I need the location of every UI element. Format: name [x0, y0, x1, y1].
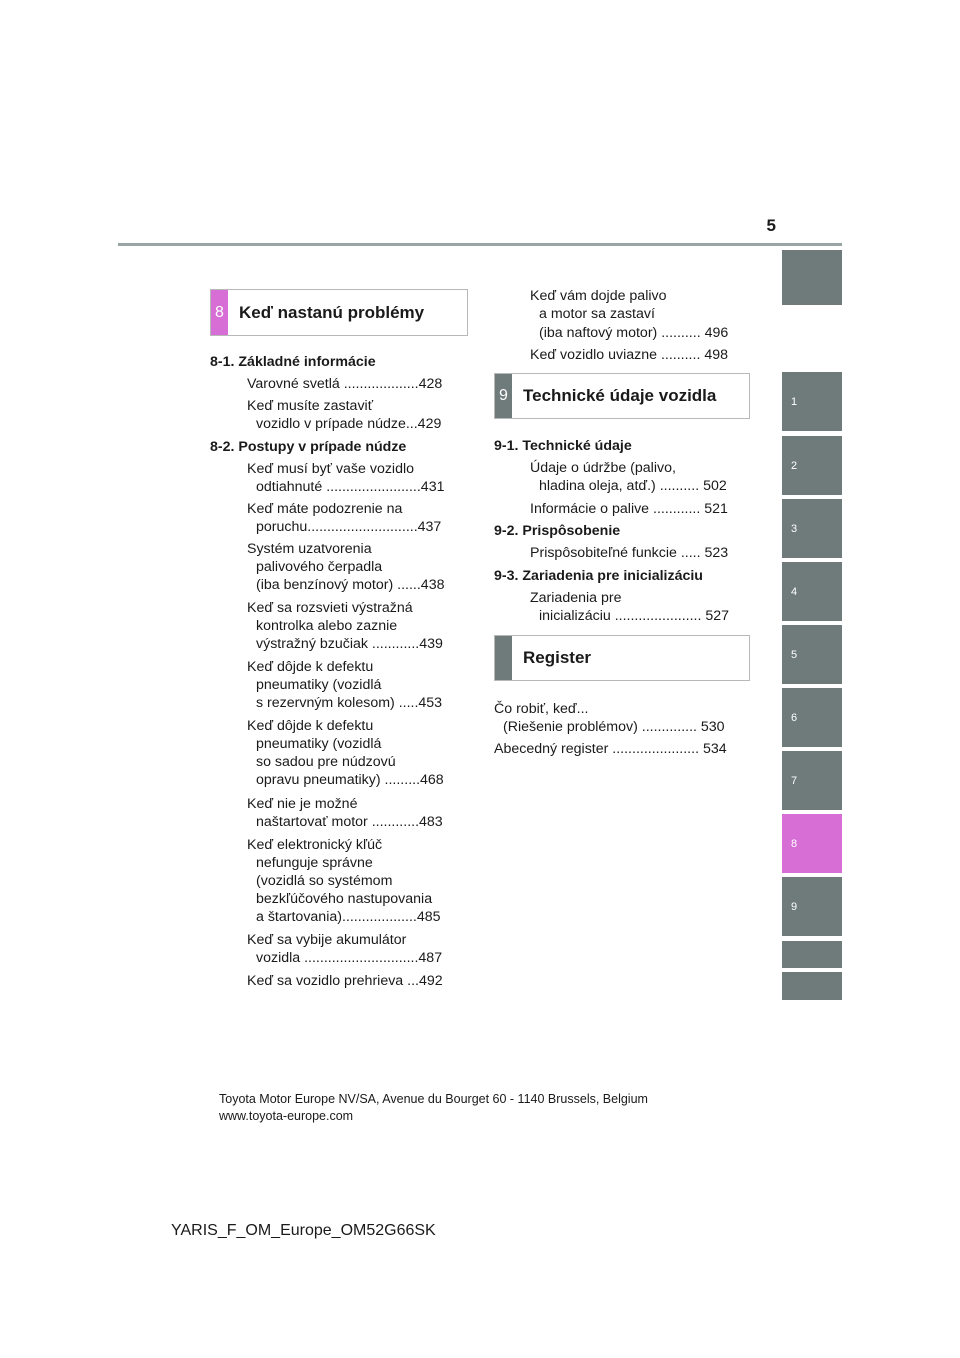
- toc-entry[interactable]: Zariadenia pre: [530, 590, 622, 606]
- side-tab-label: 7: [791, 774, 798, 787]
- toc-entry[interactable]: Údaje o údržbe (palivo,: [530, 460, 676, 476]
- side-tab-1[interactable]: [782, 372, 842, 431]
- toc-entry[interactable]: Keď dôjde k defektu: [247, 659, 374, 675]
- toc-entry[interactable]: Keď elektronický kľúč: [247, 837, 383, 853]
- toc-entry[interactable]: Keď sa rozsvieti výstražná: [247, 600, 413, 616]
- side-tab-label: 9: [791, 900, 798, 913]
- page-number: 5: [766, 216, 776, 235]
- side-tab-label: 4: [791, 585, 798, 598]
- side-tab-label: 6: [791, 711, 798, 724]
- toc-entry[interactable]: Keď nie je možné: [247, 796, 358, 812]
- toc-entry-cont[interactable]: (iba naftový motor) .......... 496: [539, 325, 729, 341]
- toc-heading-8-1[interactable]: 8-1. Základné informácie: [210, 354, 376, 370]
- toc-entry-cont[interactable]: a motor sa zastaví: [539, 306, 655, 322]
- toc-entry-cont[interactable]: odtiahnuté ........................431: [256, 479, 445, 495]
- toc-entry-cont[interactable]: hladina oleja, atď.) .......... 502: [539, 478, 727, 494]
- toc-heading-9-1[interactable]: 9-1. Technické údaje: [494, 438, 632, 454]
- toc-entry-cont[interactable]: poruchu............................437: [256, 519, 442, 535]
- toc-entry[interactable]: Keď dôjde k defektu: [247, 718, 374, 734]
- toc-entry[interactable]: Keď vozidlo uviazne .......... 498: [530, 347, 728, 363]
- side-tab-4[interactable]: [782, 562, 842, 621]
- register-header: [494, 635, 750, 681]
- toc-entry[interactable]: Keď sa vybije akumulátor: [247, 932, 407, 948]
- section-9-number-box: [495, 374, 512, 418]
- side-tab-5[interactable]: [782, 625, 842, 684]
- toc-entry-cont[interactable]: inicializáciu ...................... 527: [539, 608, 730, 624]
- toc-entry-cont[interactable]: (vozidlá so systémom: [256, 873, 393, 889]
- footer-url[interactable]: www.toyota-europe.com: [219, 1109, 354, 1123]
- toc-entry[interactable]: Abecedný register ...................... 534: [494, 741, 727, 757]
- toc-entry-cont[interactable]: kontrolka alebo zaznie: [256, 618, 398, 634]
- section-8-number: 8: [215, 303, 224, 321]
- side-tab-label: 1: [791, 395, 798, 408]
- toc-heading-8-2[interactable]: 8-2. Postupy v prípade núdze: [210, 439, 407, 455]
- toc-entry[interactable]: Systém uzatvorenia: [247, 541, 372, 557]
- toc-entry[interactable]: Keď máte podozrenie na: [247, 501, 403, 517]
- side-tab-9[interactable]: [782, 877, 842, 936]
- toc-entry-cont[interactable]: bezkľúčového nastupovania: [256, 891, 433, 907]
- section-8-title: Keď nastanú problémy: [239, 302, 425, 322]
- section-9-title: Technické údaje vozidla: [523, 386, 717, 405]
- toc-entry-cont[interactable]: (iba benzínový motor) ......438: [256, 577, 445, 593]
- toc-entry-cont[interactable]: nefunguje správne: [256, 855, 373, 871]
- toc-entry-cont[interactable]: palivového čerpadla: [256, 559, 383, 575]
- section-9-header: [494, 373, 750, 419]
- toc-entry-cont[interactable]: so sadou pre núdzovú: [256, 754, 396, 770]
- toc-entry-cont[interactable]: pneumatiky (vozidlá: [256, 736, 382, 752]
- toc-entry-cont[interactable]: pneumatiky (vozidlá: [256, 677, 382, 693]
- footer-address: Toyota Motor Europe NV/SA, Avenue du Bourget 60 - 1140 Brussels, Belgium: [219, 1092, 648, 1106]
- toc-entry[interactable]: Keď vám dojde palivo: [530, 288, 667, 304]
- side-tab-8[interactable]: [782, 814, 842, 873]
- side-tab-blank-2[interactable]: [782, 972, 842, 1000]
- side-tab-label: 5: [791, 648, 798, 661]
- document-code: YARIS_F_OM_Europe_OM52G66SK: [171, 1222, 436, 1239]
- toc-entry[interactable]: Informácie o palive ............ 521: [530, 501, 728, 517]
- header-rule: [118, 243, 842, 246]
- toc-entry-cont[interactable]: opravu pneumatiky) .........468: [256, 772, 444, 788]
- side-tab-label: 3: [791, 522, 798, 535]
- side-tab-6[interactable]: [782, 688, 842, 747]
- toc-entry[interactable]: Keď sa vozidlo prehrieva ...492: [247, 973, 443, 989]
- toc-entry[interactable]: Varovné svetlá ...................428: [247, 376, 443, 392]
- toc-entry-cont[interactable]: (Riešenie problémov) .............. 530: [503, 719, 725, 735]
- side-tab-2[interactable]: [782, 436, 842, 495]
- toc-heading-9-3[interactable]: 9-3. Zariadenia pre inicializáciu: [494, 568, 703, 584]
- section-8-number-box: [211, 290, 228, 335]
- side-tab-label: 8: [791, 837, 798, 850]
- toc-entry-cont[interactable]: s rezervným kolesom) .....453: [256, 695, 443, 711]
- side-tab-blank-1[interactable]: [782, 941, 842, 968]
- side-tab-label: 2: [791, 459, 798, 472]
- toc-entry-cont[interactable]: naštartovať motor ............483: [256, 814, 443, 830]
- register-marker: [495, 636, 512, 680]
- side-tab-7[interactable]: [782, 751, 842, 810]
- section-9-number: 9: [499, 387, 508, 404]
- toc-entry[interactable]: Prispôsobiteľné funkcie ..... 523: [530, 545, 729, 561]
- side-tab-blank-top[interactable]: [782, 250, 842, 305]
- toc-entry[interactable]: Keď musíte zastaviť: [247, 398, 374, 414]
- section-8-header: [210, 289, 468, 336]
- toc-entry-cont[interactable]: vozidlo v prípade núdze...429: [256, 416, 442, 432]
- toc-entry-cont[interactable]: vozidla .............................487: [256, 950, 443, 966]
- side-tab-3[interactable]: [782, 499, 842, 558]
- toc-entry-cont[interactable]: a štartovania)...................485: [256, 909, 441, 925]
- register-title: Register: [523, 648, 592, 667]
- toc-heading-9-2[interactable]: 9-2. Prispôsobenie: [494, 523, 621, 539]
- toc-entry[interactable]: Keď musí byť vaše vozidlo: [247, 461, 415, 477]
- toc-entry[interactable]: Čo robiť, keď...: [494, 701, 589, 717]
- toc-entry-cont[interactable]: výstražný bzučiak ............439: [256, 636, 443, 652]
